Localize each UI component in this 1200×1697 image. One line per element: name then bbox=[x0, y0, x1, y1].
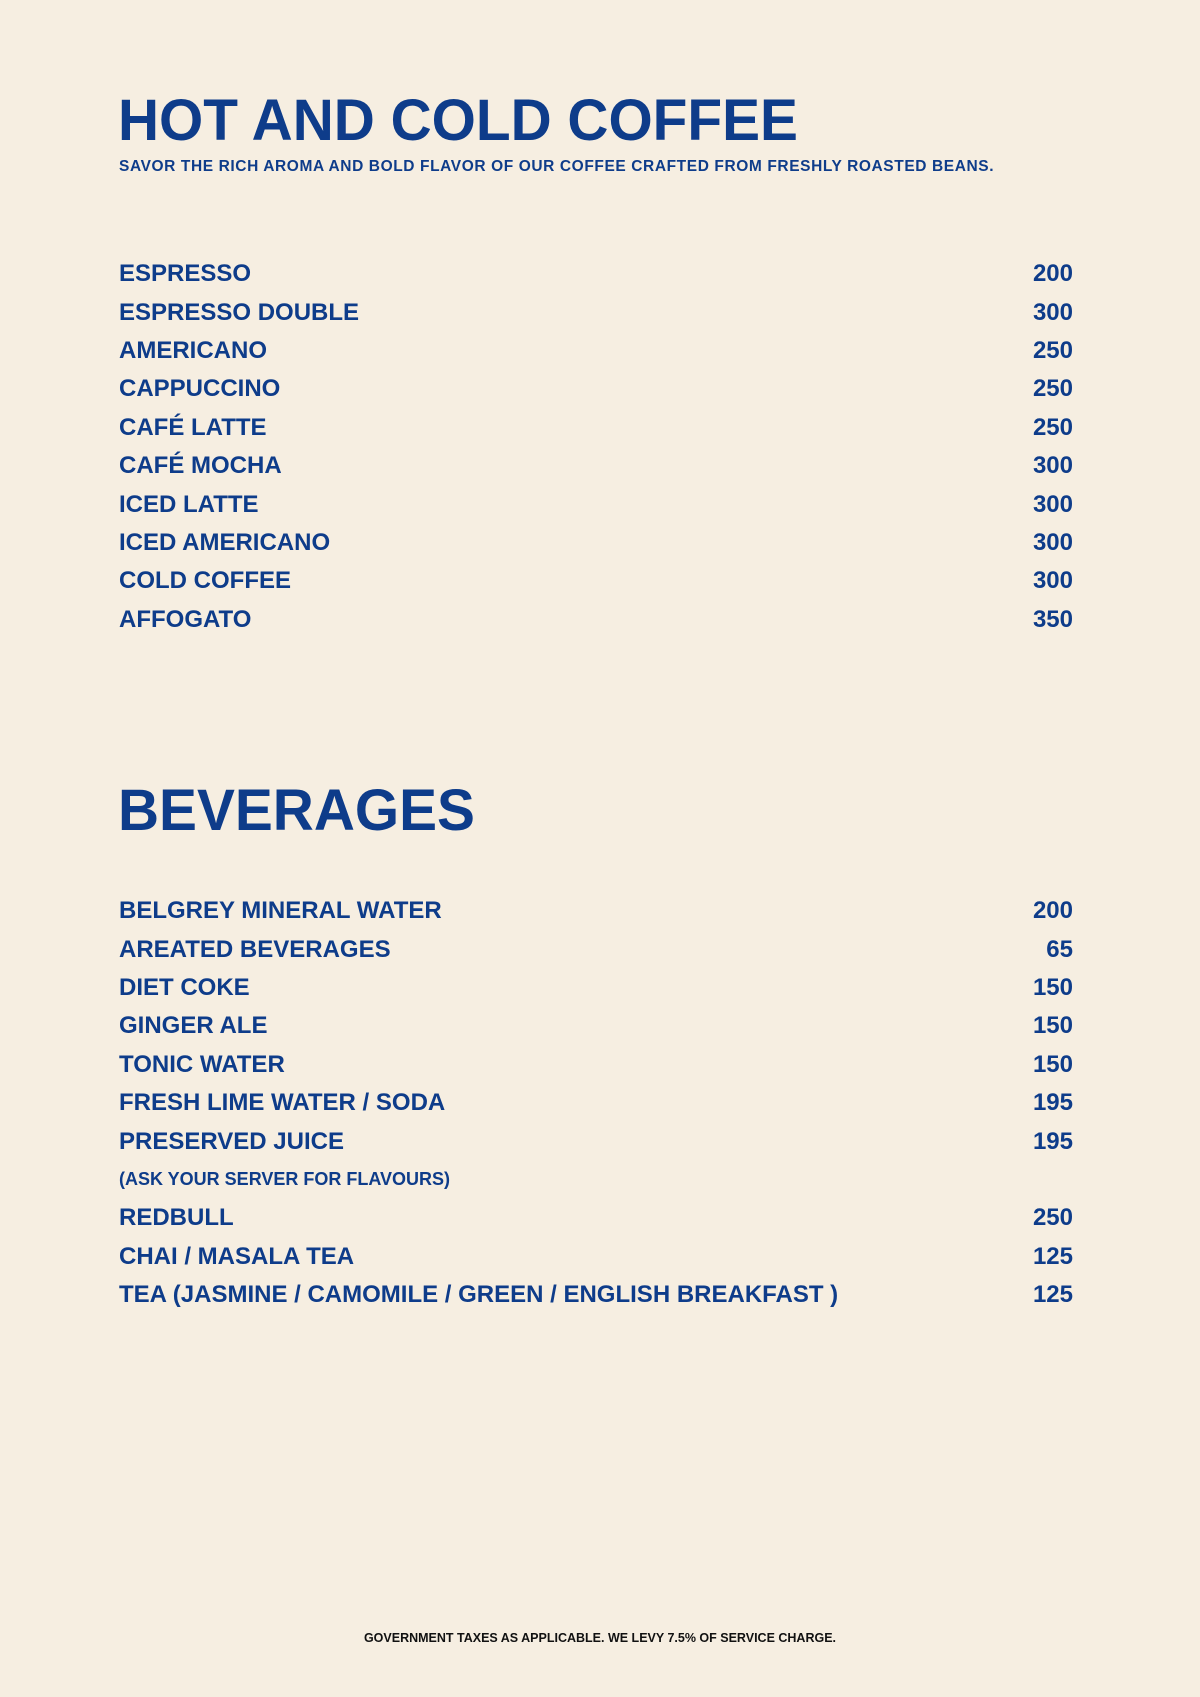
footer-tax-note: GOVERNMENT TAXES AS APPLICABLE. WE LEVY 7.5% OF SERVICE CHARGE. bbox=[363, 1631, 837, 1645]
menu-item-price: 195 bbox=[1032, 1089, 1073, 1117]
menu-item-price: 150 bbox=[1032, 1012, 1073, 1040]
menu-item-price: 350 bbox=[1032, 605, 1073, 633]
menu-item-name: ICED LATTE bbox=[119, 490, 259, 518]
menu-item bbox=[119, 969, 1073, 1007]
menu-item-price: 250 bbox=[1032, 413, 1073, 441]
menu-item-price: 125 bbox=[1032, 1242, 1073, 1270]
menu-item-name: TONIC WATER bbox=[119, 1050, 285, 1078]
menu-item-price: 300 bbox=[1032, 490, 1073, 518]
menu-item bbox=[119, 370, 1073, 408]
menu-item-name: AMERICANO bbox=[119, 336, 267, 364]
menu-item-name: BELGREY MINERAL WATER bbox=[119, 897, 442, 925]
menu-item-name: PRESERVED JUICE bbox=[119, 1127, 344, 1155]
menu-item-price: 150 bbox=[1032, 1050, 1073, 1078]
menu-item-price: 195 bbox=[1032, 1127, 1073, 1155]
menu-item-name: ICED AMERICANO bbox=[119, 528, 331, 556]
menu-item bbox=[119, 447, 1073, 485]
menu-item-name: COLD COFFEE bbox=[119, 567, 291, 595]
coffee-section-title: HOT AND COLD COFFEE bbox=[118, 88, 798, 153]
menu-item-name: GINGER ALE bbox=[119, 1012, 268, 1040]
menu-item-price: 250 bbox=[1032, 1204, 1073, 1232]
menu-item-price: 250 bbox=[1032, 336, 1073, 364]
menu-item bbox=[119, 293, 1073, 331]
menu-item bbox=[119, 1199, 1073, 1237]
menu-item bbox=[119, 485, 1073, 523]
menu-item-name: ESPRESSO DOUBLE bbox=[119, 298, 360, 326]
menu-item-price: 65 bbox=[1046, 935, 1073, 963]
menu-item-price: 300 bbox=[1032, 298, 1073, 326]
menu-item-name: TEA (JASMINE / CAMOMILE / GREEN / ENGLISH BREAKFAST ) bbox=[119, 1281, 839, 1309]
menu-item bbox=[119, 332, 1073, 370]
menu-item-name: REDBULL bbox=[119, 1204, 234, 1232]
menu-item-name: FRESH LIME WATER / SODA bbox=[119, 1089, 446, 1117]
menu-item-name: ESPRESSO bbox=[119, 260, 252, 288]
menu-item-price: 150 bbox=[1032, 973, 1073, 1001]
menu-item bbox=[119, 524, 1073, 562]
menu-item-name: CHAI / MASALA TEA bbox=[119, 1242, 355, 1270]
coffee-section-subtitle: SAVOR THE RICH AROMA AND BOLD FLAVOR OF OUR COFFEE CRAFTED FROM FRESHLY ROASTED BEANS. bbox=[119, 158, 995, 175]
menu-item bbox=[119, 1046, 1073, 1084]
menu-item-price: 300 bbox=[1032, 452, 1073, 480]
beverages-menu-list bbox=[119, 892, 1073, 1314]
menu-item-name: DIET COKE bbox=[119, 973, 250, 1001]
menu-item-price: 200 bbox=[1032, 260, 1073, 288]
menu-item-price: 250 bbox=[1032, 375, 1073, 403]
menu-item-name: CAPPUCCINO bbox=[119, 375, 281, 403]
menu-item bbox=[119, 930, 1073, 968]
menu-item bbox=[119, 601, 1073, 639]
menu-item bbox=[119, 1007, 1073, 1045]
menu-item-price: 200 bbox=[1032, 897, 1073, 925]
menu-item-name: AFFOGATO bbox=[119, 605, 252, 633]
menu-item-name: CAFÉ MOCHA bbox=[119, 452, 282, 480]
menu-item-name: CAFÉ LATTE bbox=[119, 413, 267, 441]
flavours-note: (ASK YOUR SERVER FOR FLAVOURS) bbox=[119, 1169, 451, 1190]
menu-item bbox=[119, 1084, 1073, 1122]
coffee-menu-list bbox=[119, 255, 1073, 639]
beverages-section-title: BEVERAGES bbox=[118, 778, 475, 843]
menu-item bbox=[119, 562, 1073, 600]
menu-item bbox=[119, 1122, 1073, 1160]
menu-item bbox=[119, 892, 1073, 930]
menu-item-price: 300 bbox=[1032, 567, 1073, 595]
menu-item-price: 125 bbox=[1032, 1281, 1073, 1309]
menu-item bbox=[119, 255, 1073, 293]
menu-item-price: 300 bbox=[1032, 528, 1073, 556]
menu-item-name: AREATED BEVERAGES bbox=[119, 935, 391, 963]
menu-item bbox=[119, 1238, 1073, 1276]
menu-item bbox=[119, 409, 1073, 447]
menu-item bbox=[119, 1276, 1073, 1314]
